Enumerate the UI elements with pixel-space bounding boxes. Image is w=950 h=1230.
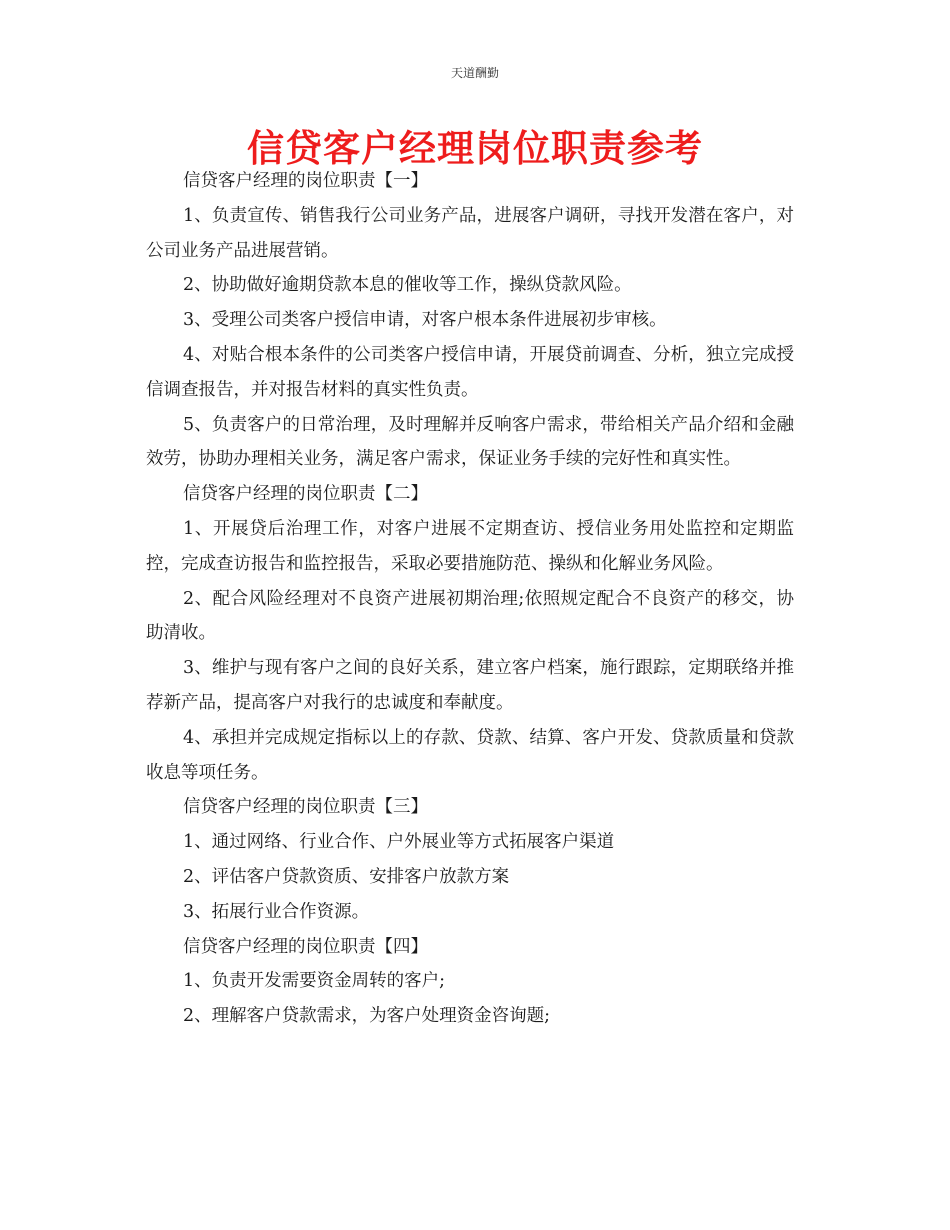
- section-heading: 信贷客户经理的岗位职责【三】: [183, 797, 428, 818]
- section-heading: 信贷客户经理的岗位职责【一】: [183, 171, 428, 191]
- paragraph: 2、评估客户贷款资质、安排客户放款方案: [183, 866, 510, 887]
- page-header: 天道酬勤: [450, 66, 499, 80]
- paragraph: 4、对贴合根本条件的公司类客户授信申请，开展贷前调查、分析，独立完成授信调查报告，并对报告材料的真实性负责。: [146, 344, 794, 400]
- paragraph: 5、负责客户的日常治理，及时理解并反响客户需求，带给相关产品介绍和金融效劳，协助办理相关业务，满足客户需求，保证业务手续的完好性和真实性。: [146, 414, 794, 470]
- paragraph: 3、受理公司类客户授信申请，对客户根本条件进展初步审核。: [183, 310, 667, 331]
- section-heading: 信贷客户经理的岗位职责【四】: [183, 936, 428, 957]
- paragraph: 1、开展贷后治理工作，对客户进展不定期查访、授信业务用处监控和定期监控，完成查访报告和监控报告，采取必要措施防范、操纵和化解业务风险。: [146, 518, 794, 574]
- paragraph: 2、协助做好逾期贷款本息的催收等工作，操纵贷款风险。: [183, 275, 632, 296]
- document-title: 信贷客户经理岗位职责参考: [247, 127, 703, 170]
- paragraph: 3、维护与现有客户之间的良好关系，建立客户档案，施行跟踪，定期联络并推荐新产品，提高客户对我行的忠诚度和奉献度。: [146, 658, 794, 713]
- paragraph: 3、拓展行业合作资源。: [183, 901, 370, 922]
- paragraph: 2、配合风险经理对不良资产进展初期治理;依照规定配合不良资产的移交，协助清收。: [146, 588, 794, 644]
- paragraph: 1、负责宣传、销售我行公司业务产品，进展客户调研，寻找开发潜在客户，对公司业务产品进展营销。: [146, 205, 794, 261]
- paragraph: 1、负责开发需要资金周转的客户;: [183, 971, 446, 992]
- paragraph: 4、承担并完成规定指标以上的存款、贷款、结算、客户开发、贷款质量和贷款收息等项任务。: [146, 727, 794, 783]
- paragraph: 2、理解客户贷款需求，为客户处理资金咨询题;: [183, 1006, 551, 1027]
- document-body: [146, 164, 794, 1034]
- paragraph: 1、通过网络、行业合作、户外展业等方式拓展客户渠道: [183, 832, 615, 853]
- section-heading: 信贷客户经理的岗位职责【二】: [183, 484, 428, 505]
